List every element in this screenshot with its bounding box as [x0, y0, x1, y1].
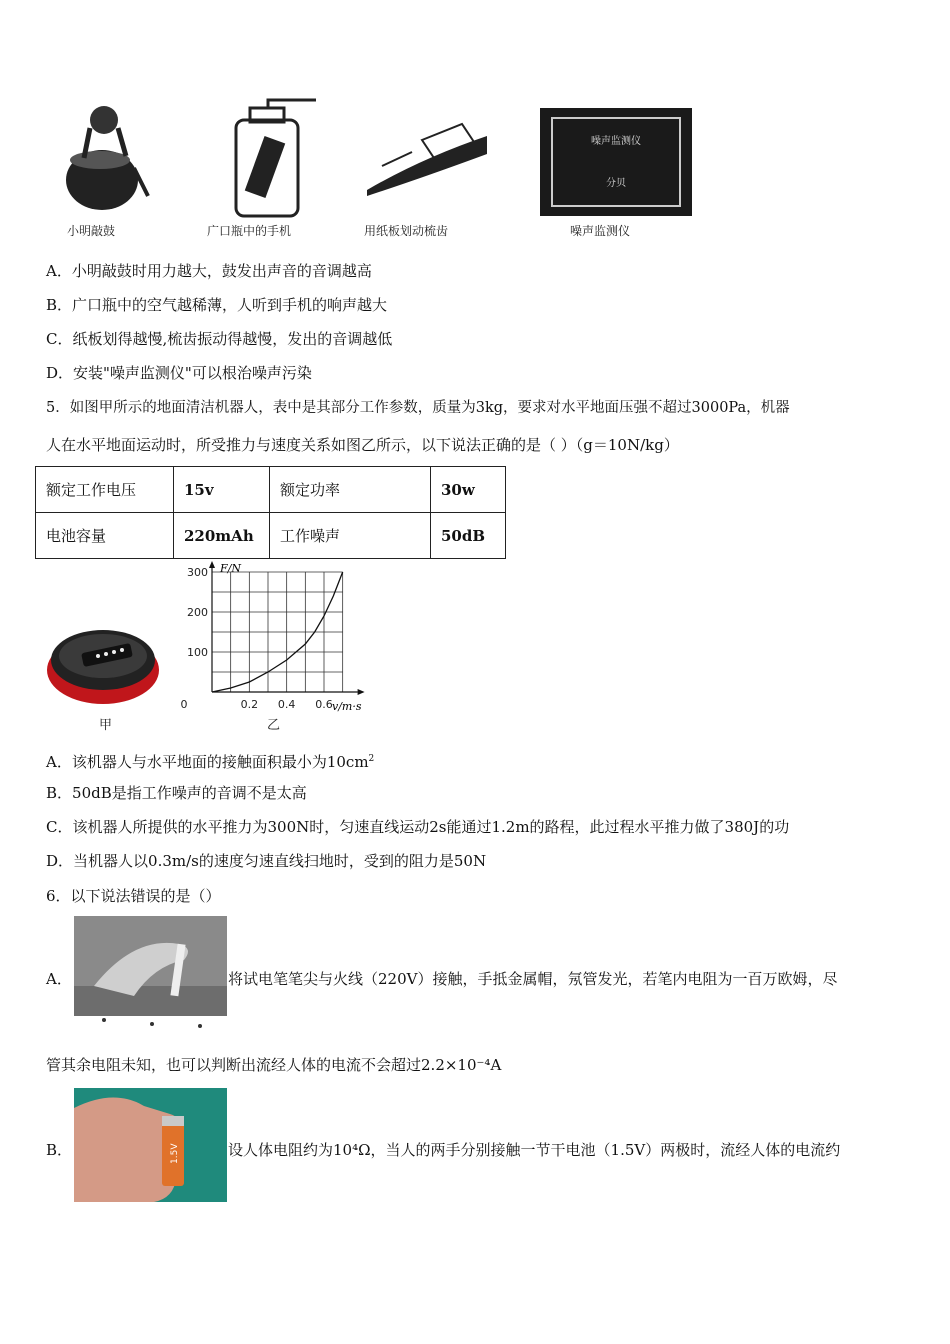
- caption-monitor: 噪声监测仪: [570, 224, 631, 238]
- caption-bottle: 广口瓶中的手机: [207, 224, 292, 238]
- q5-option-a: [46, 749, 374, 772]
- x-tick-label: 0: [180, 698, 188, 711]
- drum-figure: [60, 98, 155, 223]
- table-row: [36, 513, 506, 559]
- table-cell: 220mAh: [174, 513, 270, 559]
- comb-figure: [362, 118, 492, 198]
- bottle-phone-figure: [228, 98, 323, 218]
- chart-ylabel: F/N: [220, 562, 241, 575]
- q4-option-c: C．纸板划得越慢,梳齿振动得越慢，发出的音调越低: [46, 330, 393, 348]
- table-cell: 30w: [431, 467, 506, 513]
- q5-option-b: B．50dB是指工作噪声的音调不是太高: [46, 784, 307, 802]
- y-tick-label: 200: [187, 606, 208, 619]
- monitor-unit: 分贝: [606, 178, 626, 189]
- table-row: [36, 467, 506, 513]
- q6-option-a-label: A．: [46, 970, 72, 988]
- battery-hand-photo: [74, 1088, 227, 1202]
- y-tick-label: 100: [187, 646, 208, 659]
- noise-monitor-figure: [540, 108, 692, 216]
- robot-figure: [44, 610, 162, 710]
- table-cell: 额定工作电压: [36, 467, 174, 513]
- y-tick-label: 300: [187, 566, 208, 579]
- x-tick-label: 0.4: [277, 698, 296, 711]
- x-tick-label: 0.2: [240, 698, 259, 711]
- table-cell: 电池容量: [36, 513, 174, 559]
- q4-option-b: B．广口瓶中的空气越稀薄，人听到手机的响声越大: [46, 296, 388, 314]
- q6-option-a-text-line2: 管其余电阻未知，也可以判断出流经人体的电流不会超过2.2×10⁻⁴A: [46, 1056, 502, 1074]
- q5-option-a-text: A．该机器人与水平地面的接触面积最小为10cm: [46, 753, 369, 771]
- q5-stem-line2: 人在水平地面运动时，所受推力与速度关系如图乙所示，以下说法正确的是（ ）（g＝10N/kg）: [46, 436, 679, 454]
- q4-option-a: A．小明敲鼓时用力越大，鼓发出声音的音调越高: [46, 262, 372, 280]
- q6-option-a-text-line1: 将试电笔笔尖与火线（220V）接触，手抵金属帽，氖管发光，若笔内电阻为一百万欧姆，尽: [228, 970, 838, 988]
- fig-label-jia: 甲: [99, 718, 113, 733]
- table-cell: 50dB: [431, 513, 506, 559]
- caption-comb: 用纸板划动梳齿: [364, 224, 449, 238]
- x-axis-arrow: [358, 689, 365, 695]
- q5-option-a-sup: 2: [368, 754, 375, 764]
- q6-option-b-label: B．: [46, 1141, 73, 1159]
- force-velocity-chart: [180, 560, 375, 720]
- robot-param-table: [35, 466, 506, 559]
- q6-option-b-text: 设人体电阻约为10⁴Ω，当人的两手分别接触一节干电池（1.5V）两极时，流经人体的电流约: [228, 1141, 841, 1159]
- q6-stem: 6．以下说法错误的是（）: [46, 887, 221, 905]
- q4-option-d: D．安装"噪声监测仪"可以根治噪声污染: [46, 364, 312, 382]
- monitor-title: 噪声监测仪: [591, 136, 641, 147]
- y-axis-arrow: [209, 561, 215, 568]
- q5-option-d: D．当机器人以0.3m/s的速度匀速直线扫地时，受到的阻力是50N: [46, 852, 487, 870]
- x-tick-label: 0.6: [315, 698, 333, 711]
- q5-option-c: C．该机器人所提供的水平推力为300N时，匀速直线运动2s能通过1.2m的路程，此过程水平推力做了380J的功: [46, 818, 790, 836]
- fig-label-yi: 乙: [267, 718, 281, 733]
- table-cell: 工作噪声: [270, 513, 431, 559]
- table-cell: 15v: [174, 467, 270, 513]
- battery-label: 1.5V: [170, 1143, 180, 1164]
- chart-xlabel: v/m·s: [332, 700, 362, 713]
- caption-drum: 小明敲鼓: [67, 224, 116, 238]
- table-cell: 额定功率: [270, 467, 431, 513]
- q5-stem-line1: 5．如图甲所示的地面清洁机器人，表中是其部分工作参数，质量为3kg，要求对水平地面压强不超过3000Pa，机器: [46, 400, 790, 416]
- test-pen-photo: [74, 916, 227, 1032]
